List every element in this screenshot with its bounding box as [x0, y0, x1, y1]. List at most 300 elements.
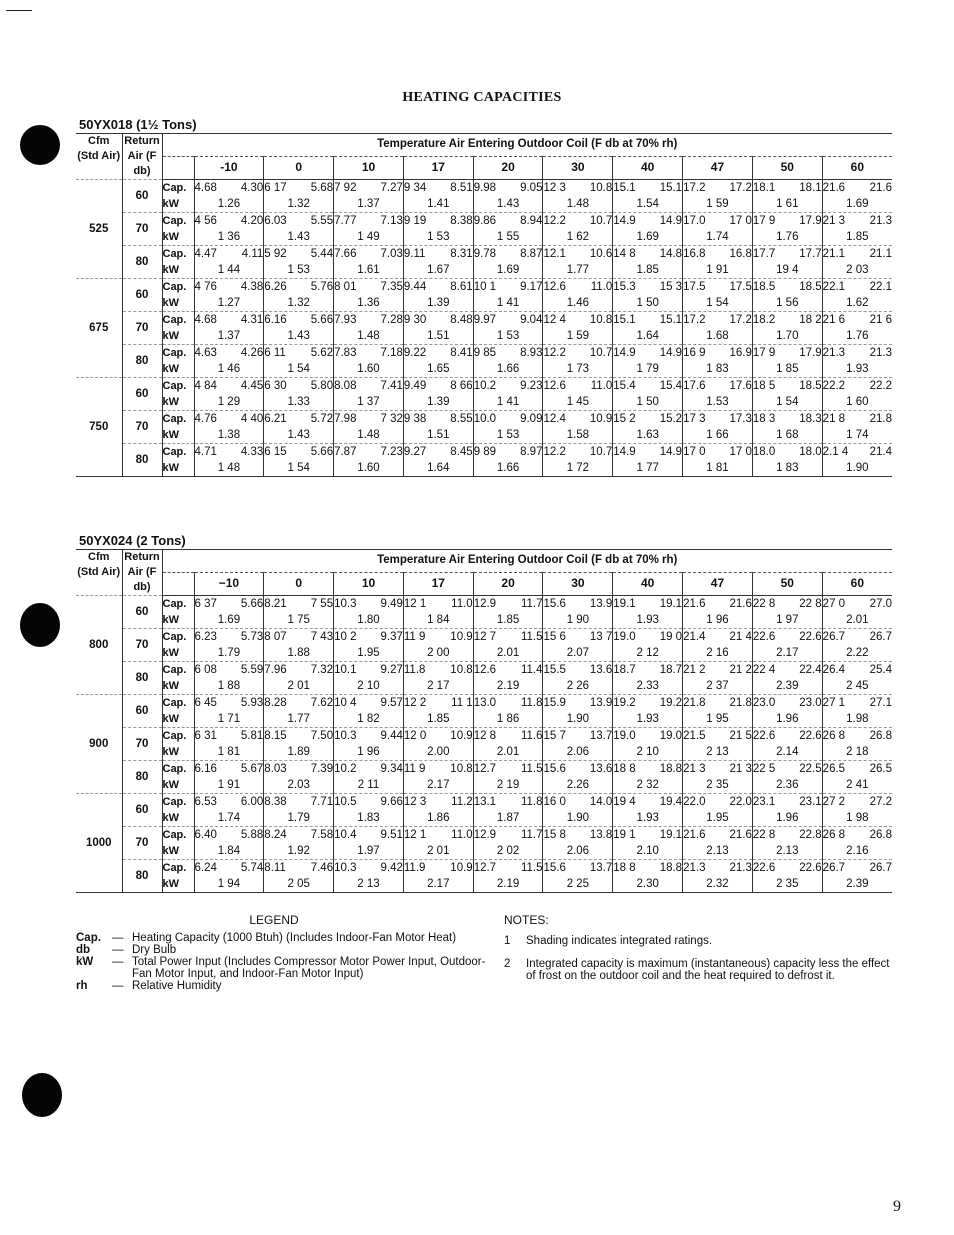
kw-value: 1 37	[334, 394, 404, 411]
kw-row	[76, 612, 892, 629]
kw-value: 2.01	[822, 612, 892, 629]
cap-value: 10.5	[334, 795, 357, 808]
cap-cell	[403, 213, 473, 230]
cap-cell	[543, 728, 613, 745]
cap-cell	[334, 761, 404, 778]
cfm-header: Cfm (Std Air)	[76, 550, 122, 596]
cap-value: 13.1	[473, 795, 497, 808]
cap-cell	[403, 180, 473, 197]
kw-value: 1 72	[543, 460, 613, 477]
kw-row	[76, 427, 892, 444]
return-air-value: 80	[122, 345, 162, 378]
cap-integrated-value: 10.8	[589, 313, 613, 326]
cap-value: 16.8	[683, 247, 706, 260]
cap-integrated-value: 5.88	[240, 828, 264, 841]
kw-value: 1 41	[473, 295, 543, 312]
cap-value: 10 2	[334, 630, 357, 643]
kw-value: 2.01	[473, 744, 543, 761]
cap-value: 22.6	[752, 729, 776, 742]
cap-cell	[613, 279, 683, 296]
cap-integrated-value: 10.9	[450, 630, 473, 643]
kw-value: 1.67	[403, 262, 473, 279]
cap-cell	[264, 794, 334, 811]
kw-value: 1 71	[194, 711, 264, 728]
cap-cell	[752, 213, 822, 230]
cap-value: 12.7	[473, 762, 497, 775]
cap-row	[76, 794, 892, 811]
kw-value: 1.76	[752, 229, 822, 246]
cap-integrated-value: 9.04	[520, 313, 543, 326]
cap-cell	[752, 827, 822, 844]
cap-cell	[752, 629, 822, 646]
cap-cell	[334, 794, 404, 811]
cap-value: 11.9	[403, 861, 426, 874]
cap-value: 9.86	[473, 214, 497, 227]
cap-label: Cap.	[162, 827, 194, 844]
cap-integrated-value: 26.8	[869, 729, 892, 742]
kw-value: 2 05	[264, 876, 334, 893]
note-number: 1	[504, 935, 511, 947]
cap-value: 12.2	[543, 445, 566, 458]
cap-integrated-value: 18.8	[659, 762, 683, 775]
cfm-value: 1000	[76, 794, 122, 893]
cap-cell	[264, 827, 334, 844]
cap-value: 4.47	[194, 247, 217, 260]
cap-value: 7.66	[334, 247, 357, 260]
cap-cell	[683, 629, 753, 646]
cap-integrated-value: 11.5	[520, 762, 543, 775]
cap-integrated-value: 9.05	[520, 181, 543, 194]
column-header-row	[76, 572, 892, 595]
cap-integrated-value: 17.6	[729, 379, 752, 392]
cap-value: 14.9	[613, 445, 636, 458]
kw-row	[76, 744, 892, 761]
cap-cell	[264, 728, 334, 745]
cap-cell	[822, 246, 892, 263]
kw-value: 1 90	[543, 612, 613, 629]
cap-value: 12.6	[543, 379, 566, 392]
kw-value: 2.17	[752, 645, 822, 662]
cap-cell	[613, 860, 683, 877]
kw-row	[76, 262, 892, 279]
cap-value: 4.71	[194, 445, 217, 458]
kw-value: 1 96	[683, 612, 753, 629]
cap-value: 11 9	[403, 762, 426, 775]
kw-label: kW	[162, 262, 194, 279]
cap-integrated-value: 17.3	[729, 412, 752, 425]
kw-value: 1.58	[543, 427, 613, 444]
cap-value: 15 2	[613, 412, 636, 425]
cap-cell	[264, 761, 334, 778]
kw-value: 2.10	[613, 843, 683, 860]
cap-cell	[334, 444, 404, 461]
cap-cell	[264, 596, 334, 613]
cap-cell	[334, 378, 404, 395]
cap-integrated-value: 15.1	[659, 181, 683, 194]
cap-value: 8.15	[264, 729, 287, 742]
kw-value: 2 11	[334, 777, 404, 794]
cap-integrated-value: 5.66	[310, 445, 334, 458]
cap-value: 15.6	[543, 762, 566, 775]
cap-label: Cap.	[162, 695, 194, 712]
return-air-value: 70	[122, 411, 162, 444]
return-air-value: 80	[122, 444, 162, 477]
kw-value: 1.43	[264, 229, 334, 246]
kw-value: 2.06	[543, 744, 613, 761]
cap-cell	[473, 662, 543, 679]
kw-label: kW	[162, 777, 194, 794]
legend-key: db	[76, 944, 91, 956]
cap-cell	[473, 695, 543, 712]
cap-integrated-value: 10.7	[589, 445, 613, 458]
cap-value: 17.7	[752, 247, 776, 260]
cap-cell	[473, 761, 543, 778]
cap-integrated-value: 18.5	[799, 379, 822, 392]
kw-value: 1 73	[543, 361, 613, 378]
cap-cell	[683, 345, 753, 362]
kw-value: 1.64	[403, 460, 473, 477]
cap-integrated-value: 22.6	[799, 861, 822, 874]
cap-integrated-value: 26.5	[869, 762, 892, 775]
kw-value: 1.48	[543, 196, 613, 213]
cap-value: 14 8	[613, 247, 636, 260]
cap-cell	[403, 827, 473, 844]
kw-value: 1.95	[683, 810, 753, 827]
cap-value: 16 9	[683, 346, 706, 359]
cap-label: Cap.	[162, 794, 194, 811]
cap-cell	[683, 695, 753, 712]
cap-label: Cap.	[162, 761, 194, 778]
cap-label: Cap.	[162, 728, 194, 745]
cap-integrated-value: 19.2	[659, 696, 683, 709]
cap-value: 6.53	[194, 795, 217, 808]
cap-cell	[403, 728, 473, 745]
cap-cell	[403, 345, 473, 362]
cap-cell	[822, 213, 892, 230]
column-header: 20	[473, 156, 543, 179]
column-header-row	[76, 156, 892, 179]
cap-integrated-value: 4.20	[240, 214, 264, 227]
cap-value: 8.03	[264, 762, 287, 775]
column-header: 50	[752, 156, 822, 179]
cap-value: 15.1	[613, 313, 636, 326]
cap-integrated-value: 21.6	[729, 597, 752, 610]
cap-value: 10.3	[334, 597, 357, 610]
cap-label: Cap.	[162, 246, 194, 263]
cap-cell	[822, 596, 892, 613]
note-item	[504, 935, 899, 947]
cap-cell	[403, 662, 473, 679]
cap-value: 26.4	[822, 663, 846, 676]
cap-value: 7.87	[334, 445, 357, 458]
kw-value: 19 4	[752, 262, 822, 279]
temperature-header: Temperature Air Entering Outdoor Coil (F db at 70% rh)	[162, 134, 892, 156]
cap-value: 21.3	[822, 346, 846, 359]
kw-value: 1.63	[613, 427, 683, 444]
cap-integrated-value: 22.6	[799, 630, 822, 643]
cap-integrated-value: 7.41	[380, 379, 403, 392]
kw-value: 1 45	[543, 394, 613, 411]
kw-value: 2 10	[613, 744, 683, 761]
kw-value: 2 37	[683, 678, 753, 695]
cap-cell	[752, 695, 822, 712]
cap-label: Cap.	[162, 444, 194, 461]
cap-cell	[334, 695, 404, 712]
cap-integrated-value: 21 4	[729, 630, 752, 643]
kw-value: 2.14	[752, 744, 822, 761]
cap-integrated-value: 21.4	[869, 445, 892, 458]
legend-text: Heating Capacity (1000 Btuh) (Includes Indoor-Fan Motor Heat)	[132, 932, 457, 944]
cap-cell	[403, 411, 473, 428]
cap-cell	[334, 827, 404, 844]
cap-value: 22 5	[752, 762, 776, 775]
cfm-value: 800	[76, 596, 122, 695]
kw-value: 1.90	[543, 711, 613, 728]
cap-row	[76, 312, 892, 329]
cap-value: 15 7	[543, 729, 566, 742]
cap-integrated-value: 8.41	[450, 346, 473, 359]
kw-value: 1 88	[194, 678, 264, 695]
legend-item	[76, 932, 496, 944]
cap-value: 27 0	[822, 597, 846, 610]
cap-row	[76, 213, 892, 230]
cap-cell	[543, 794, 613, 811]
cap-value: 21.6	[822, 181, 846, 194]
cap-integrated-value: 22.2	[869, 379, 892, 392]
page-heading: HEATING CAPACITIES	[402, 90, 562, 105]
cap-row	[76, 695, 892, 712]
cap-cell	[403, 860, 473, 877]
kw-value: 1.48	[334, 328, 404, 345]
cap-cell	[613, 213, 683, 230]
cap-cell	[194, 180, 264, 197]
kw-value: 1.38	[194, 427, 264, 444]
cap-integrated-value: 5.93	[240, 696, 264, 709]
cap-integrated-value: 11.0	[590, 379, 613, 392]
cap-cell	[822, 860, 892, 877]
cap-integrated-value: 7.58	[310, 828, 334, 841]
cap-value: 15 8	[543, 828, 566, 841]
cap-integrated-value: 13.6	[589, 663, 613, 676]
cap-integrated-value: 5.66	[310, 313, 334, 326]
cap-value: 8.21	[264, 597, 287, 610]
cap-cell	[822, 312, 892, 329]
cap-integrated-value: 9.44	[380, 729, 403, 742]
cap-integrated-value: 13.9	[589, 696, 613, 709]
cap-cell	[752, 246, 822, 263]
kw-value: 1 54	[683, 295, 753, 312]
cap-cell	[264, 629, 334, 646]
cap-integrated-value: 27.1	[869, 696, 892, 709]
cap-cell	[752, 312, 822, 329]
cap-integrated-value: 7.13	[380, 214, 403, 227]
cap-value: 12.6	[473, 663, 497, 676]
cap-value: 15.6	[543, 597, 566, 610]
cap-cell	[683, 378, 753, 395]
cap-value: 15.3	[613, 280, 636, 293]
kw-value: 1.90	[822, 460, 892, 477]
cap-value: 4 84	[194, 379, 217, 392]
cap-cell	[752, 761, 822, 778]
cap-integrated-value: 10.6	[589, 247, 613, 260]
kw-value: 1.32	[264, 295, 334, 312]
cap-value: 18 5	[752, 379, 776, 392]
temperature-header: Temperature Air Entering Outdoor Coil (F db at 70% rh)	[162, 550, 892, 572]
kw-value: 1 91	[194, 777, 264, 794]
cap-value: 6.26	[264, 280, 287, 293]
cap-integrated-value: 5.55	[310, 214, 334, 227]
cap-value: 4.68	[194, 313, 217, 326]
cap-integrated-value: 15.1	[659, 313, 683, 326]
cap-value: 19.0	[613, 729, 636, 742]
cap-value: 17.2	[683, 313, 706, 326]
legend-dash: —	[112, 980, 124, 992]
cap-cell	[543, 662, 613, 679]
kw-value: 2.19	[473, 876, 543, 893]
cap-label: Cap.	[162, 312, 194, 329]
cap-cell	[752, 345, 822, 362]
kw-value: 1.76	[822, 328, 892, 345]
cap-integrated-value: 5.59	[240, 663, 264, 676]
legend-key: kW	[76, 956, 94, 968]
kw-value: 1.80	[334, 612, 404, 629]
cap-value: 19 1	[613, 828, 636, 841]
return-air-value: 60	[122, 695, 162, 728]
cap-value: 6.24	[194, 861, 217, 874]
cap-value: 12.2	[543, 214, 566, 227]
column-header-spacer	[162, 572, 194, 595]
cap-integrated-value: 17.2	[729, 181, 752, 194]
cfm-value: 675	[76, 279, 122, 378]
legend-title: LEGEND	[249, 913, 299, 927]
kw-label: kW	[162, 394, 194, 411]
kw-value: 1 81	[194, 744, 264, 761]
cap-row	[76, 860, 892, 877]
kw-value: 2 13	[683, 744, 753, 761]
kw-label: kW	[162, 196, 194, 213]
cap-label: Cap.	[162, 860, 194, 877]
cap-value: 10.3	[334, 861, 357, 874]
column-header: 10	[334, 572, 404, 595]
cap-cell	[403, 378, 473, 395]
cap-value: 21.6	[683, 828, 706, 841]
cap-integrated-value: 9.51	[380, 828, 403, 841]
kw-value: 1.33	[264, 394, 334, 411]
cap-value: 21 6	[822, 313, 846, 326]
cap-value: 18.5	[752, 280, 776, 293]
cap-integrated-value: 8.45	[450, 445, 473, 458]
note-number: 2	[504, 958, 511, 970]
cap-cell	[752, 794, 822, 811]
cap-integrated-value: 5.67	[240, 762, 264, 775]
kw-value: 1 44	[194, 262, 264, 279]
kw-value: 1.87	[473, 810, 543, 827]
capacity-table	[76, 134, 892, 477]
cap-value: 18.7	[613, 663, 636, 676]
cap-cell	[613, 246, 683, 263]
kw-value: 1 91	[683, 262, 753, 279]
cap-cell	[264, 411, 334, 428]
cap-integrated-value: 27.2	[869, 795, 892, 808]
legend-text: Relative Humidity	[132, 980, 222, 992]
cap-integrated-value: 14.9	[659, 214, 683, 227]
cap-value: 10.0	[473, 412, 497, 425]
cap-cell	[194, 695, 264, 712]
cap-cell	[543, 345, 613, 362]
cap-integrated-value: 7.32	[310, 663, 334, 676]
cap-integrated-value: 23.0	[799, 696, 822, 709]
cap-integrated-value: 5.68	[310, 181, 334, 194]
cap-cell	[683, 312, 753, 329]
cap-cell	[334, 411, 404, 428]
cap-cell	[403, 279, 473, 296]
kw-value: 1 50	[613, 394, 683, 411]
kw-value: 2 12	[613, 645, 683, 662]
kw-value: 1.48	[334, 427, 404, 444]
kw-value: 1 53	[264, 262, 334, 279]
cap-integrated-value: 27.0	[869, 597, 892, 610]
cap-cell	[194, 345, 264, 362]
header-row	[76, 550, 892, 572]
cap-integrated-value: 4.26	[240, 346, 264, 359]
column-header: 0	[264, 156, 334, 179]
cap-value: 8.11	[264, 861, 286, 874]
legend-dash: —	[112, 956, 124, 968]
kw-row	[76, 645, 892, 662]
cap-value: 26 8	[822, 729, 846, 742]
kw-row	[76, 460, 892, 477]
cap-value: 12 0	[403, 729, 427, 742]
kw-value: 1.61	[334, 262, 404, 279]
cap-row	[76, 279, 892, 296]
cap-integrated-value: 18 2	[799, 313, 822, 326]
kw-value: 1.90	[543, 810, 613, 827]
kw-value: 1.43	[473, 196, 543, 213]
kw-value: 1.98	[822, 711, 892, 728]
cap-integrated-value: 18.5	[799, 280, 822, 293]
cap-integrated-value: 9.17	[520, 280, 543, 293]
cap-integrated-value: 21 5	[729, 729, 752, 742]
cap-cell	[403, 629, 473, 646]
kw-value: 2.03	[264, 777, 334, 794]
cap-cell	[194, 794, 264, 811]
column-header: 47	[683, 156, 753, 179]
kw-value: 1.54	[613, 196, 683, 213]
cap-value: 6.23	[194, 630, 217, 643]
kw-value: 2.00	[403, 744, 473, 761]
return-air-value: 70	[122, 827, 162, 860]
cap-value: 10.2	[334, 762, 357, 775]
cap-cell	[683, 827, 753, 844]
kw-row	[76, 678, 892, 695]
note-text: Integrated capacity is maximum (instantaneous) capacity less the effect of frost on the outdoor coil and the heat required to defrost it.	[526, 958, 890, 982]
kw-value: 1.93	[822, 361, 892, 378]
kw-row	[76, 196, 892, 213]
cap-value: 4 56	[194, 214, 217, 227]
return-air-value: 70	[122, 728, 162, 761]
cap-cell	[613, 794, 683, 811]
cap-value: 22 8	[752, 597, 776, 610]
kw-value: 1 29	[194, 394, 264, 411]
cap-integrated-value: 17.9	[799, 346, 822, 359]
header-row	[76, 134, 892, 156]
cap-integrated-value: 5.80	[310, 379, 334, 392]
cap-value: 6.40	[194, 828, 217, 841]
cap-value: 12.1	[543, 247, 566, 260]
cap-cell	[473, 728, 543, 745]
cap-row	[76, 728, 892, 745]
cap-cell	[334, 213, 404, 230]
